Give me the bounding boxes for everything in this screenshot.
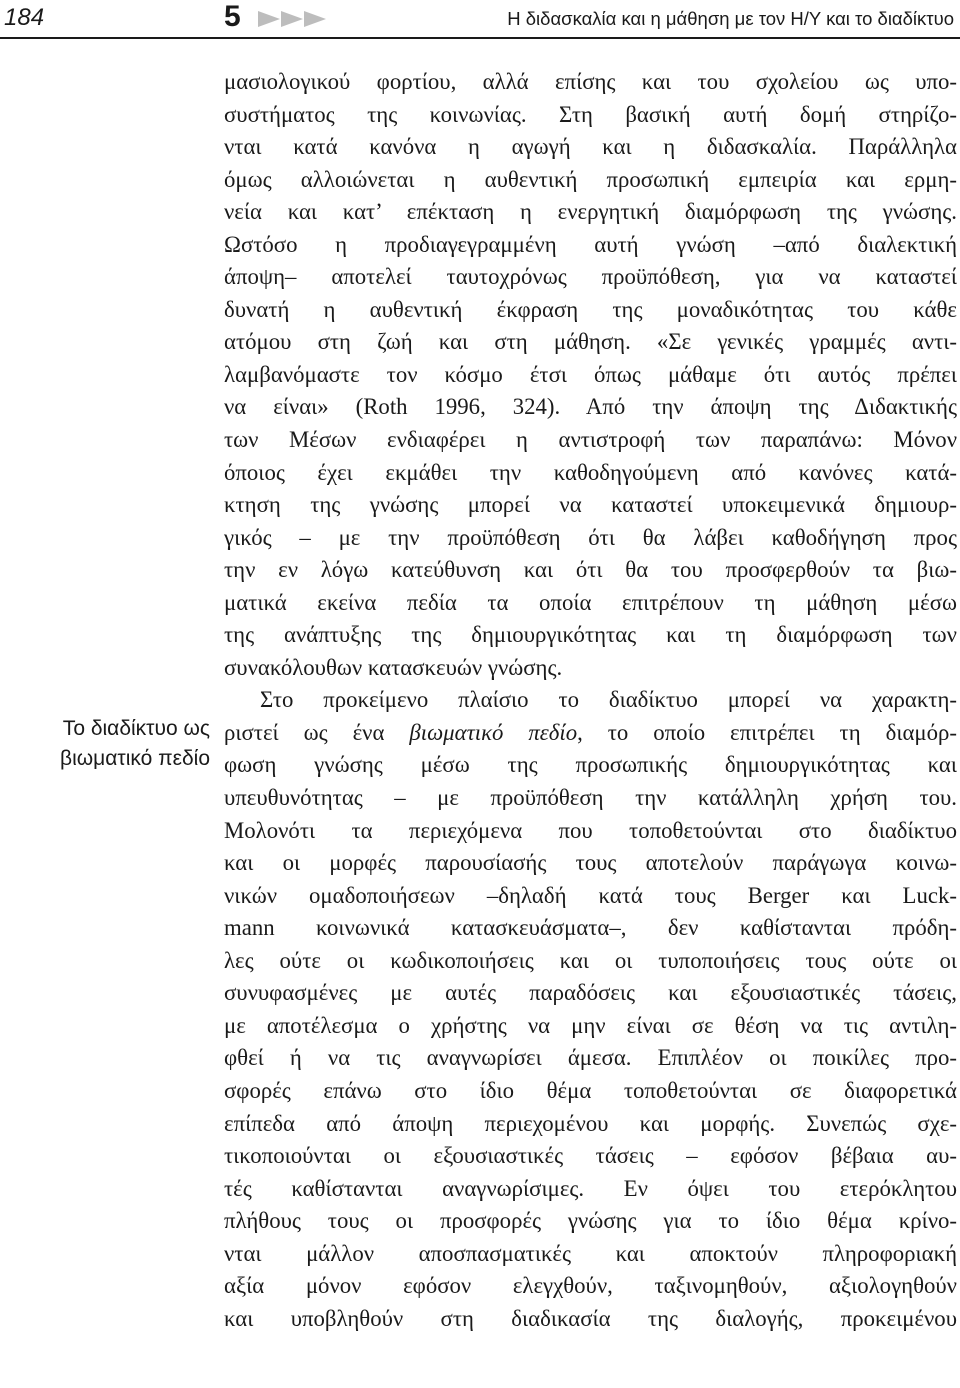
text-line: άποψη– αποτελεί ταυτοχρόνως προϋπόθεση, για να καταστεί — [224, 264, 957, 290]
text-line: όμως αλλοιώνεται η αυθεντική προσωπική εμπειρία και ερμη- — [224, 166, 957, 192]
text-line: σφορές επάνω στο ίδιο θέμα τοποθετούνται σε διαφορετικά — [224, 1077, 957, 1103]
text-line: και υποβληθούν στη διαδικασία της διαλογής, προκειμένου — [224, 1305, 957, 1331]
running-title: Η διδασκαλία και η μάθηση με τον Η/Υ και το διαδίκτυο — [507, 8, 954, 29]
page-number: 184 — [4, 4, 45, 31]
text-line: λαμβανόμαστε τον κόσμο έτσι όπως μάθαμε ότι αυτός πρέπει — [224, 361, 957, 387]
text-line: συνακόλουθων κατασκευών γνώσης. — [224, 654, 563, 680]
text-line: λες ούτε οι κωδικοποιήσεις και οι τυποποιήσεις τους ούτε οι — [224, 947, 957, 973]
text-line: γικός – με την προϋπόθεση ότι θα λάβει καθοδήγηση προς — [224, 524, 957, 550]
text-line: νικών ομαδοποιήσεων –δηλαδή κατά τους Berger και Luck- — [224, 882, 957, 908]
margin-note — [0, 714, 210, 774]
text-line: Μολονότι τα περιεχόμενα που τοποθετούνται στο διαδίκτυο — [224, 817, 957, 843]
paragraph-2 — [224, 684, 957, 1335]
text-line: τές καθίστανται αναγνωρίσιμες. Εν όψει του ετερόκλητου — [224, 1175, 957, 1201]
text-line-with-emphasis — [224, 717, 957, 750]
text-line: αξία μόνον εφόσον ελεγχθούν, ταξινομηθούν, αξιολογηθούν — [224, 1273, 957, 1299]
text-line: φωση γνώσης μέσω της προσωπικής δημιουργικότητας και — [224, 752, 957, 778]
text-line: νται κατά κανόνα η αγωγή και η διδασκαλία. Παράλληλα — [224, 134, 957, 160]
emphasized-term: βιωματικό πεδίο — [409, 719, 578, 745]
paragraph-1 — [224, 66, 957, 684]
text-line: επίπεδα από άποψη περιεχομένου και μορφής. Συνεπώς σχε- — [224, 1110, 957, 1136]
text-line: την εν λόγω κατεύθυνση και ότι θα του προσφερθούν τα βιω- — [224, 557, 957, 583]
text-line: Ωστόσο η προδιαγεγραμμένη αυτή γνώση –από διαλεκτική — [224, 231, 957, 257]
text-line: τικοποιούνται οι εξουσιαστικές τάσεις – εφόσον βέβαια αυ- — [224, 1143, 957, 1169]
text-line: πλήθους τους οι προσφορές γνώσης για το ίδιο θέμα κρίνο- — [224, 1208, 957, 1234]
triple-arrow-icon — [258, 11, 326, 27]
text-line: συνυφασμένες με αυτές παραδόσεις και εξουσιαστικές τάσεις, — [224, 980, 957, 1006]
text-line: όποιος έχει εκμάθει την καθοδηγούμενη από κανόνες κατά- — [224, 459, 957, 485]
header-rule — [0, 37, 960, 39]
text-line: νται μάλλον αποσπασματικές και αποκτούν πληροφοριακή — [224, 1240, 957, 1266]
text-line: υπευθυνότητας – με προϋπόθεση την κατάλληλη χρήση του. — [224, 785, 957, 811]
text-line: και οι μορφές παρουσίασής τους αποτελούν παράγωγα κοινω- — [224, 850, 957, 876]
margin-note-line: βιωματικό πεδίο — [60, 747, 210, 770]
text-line: με αποτέλεσμα ο χρήστης να μην είναι σε θέση να τις αντιλη- — [224, 1012, 957, 1038]
body-text — [224, 66, 957, 1335]
text-line: φθεί ή να τις αναγνωρίσει άμεσα. Επιπλέον οι ποικίλες προ- — [224, 1045, 957, 1071]
text-line: νεία και κατ’ επέκταση η ενεργητική διαμόρφωση της γνώσης. — [224, 199, 957, 225]
text-line: ματικά εκείνα πεδία τα οποία επιτρέπουν τη μάθηση μέσω — [224, 589, 957, 615]
text-line: μασιολογικού φορτίου, αλλά επίσης και του σχολείου ως υπο- — [224, 69, 957, 94]
text-fragment: ριστεί ως ένα — [224, 719, 410, 745]
text-line: δυνατή η αυθεντική έκφραση της μοναδικότητας του κάθε — [224, 296, 957, 322]
margin-note-line: Το διαδίκτυο ως — [62, 717, 210, 740]
text-line: συστήματος της κοινωνίας. Στη βασική αυτή δομή στηρίζο- — [224, 101, 957, 127]
text-line: να είναι» (Roth 1996, 324). Από την άποψη της Διδακτικής — [224, 394, 957, 420]
text-line: κτηση της γνώσης μπορεί να καταστεί υποκειμενικά δημιουρ- — [224, 492, 957, 518]
arrow-icon — [281, 11, 303, 27]
text-line: των Μέσων ενδιαφέρει η αντιστροφή των παραπάνω: Μόνον — [224, 427, 957, 453]
text-fragment: , το οποίο επιτρέπει τη διαμόρ- — [577, 719, 957, 745]
text-line: Στο προκείμενο πλαίσιο το διαδίκτυο μπορεί να χαρακτη- — [260, 687, 957, 713]
text-line: ατόμου στη ζωή και στη μάθηση. «Σε γενικές γραμμές αντι- — [224, 329, 957, 355]
arrow-icon — [258, 11, 280, 27]
chapter-number: 5 — [224, 0, 241, 33]
page-header — [0, 0, 960, 38]
arrow-icon — [304, 11, 326, 27]
text-line: της ανάπτυξης της δημιουργικότητας και τη διαμόρφωση των — [224, 622, 957, 648]
text-line: mann κοινωνικά κατασκευάσματα–, δεν καθίστανται πρόδη- — [224, 915, 957, 941]
